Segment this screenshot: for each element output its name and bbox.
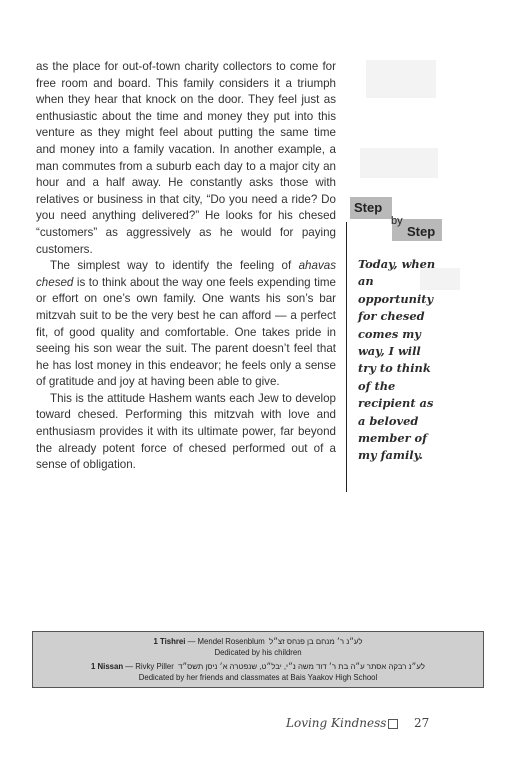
dedication-date: 1 Tishrei: [153, 637, 186, 646]
dedication-by: Dedicated by her friends and classmates at Bais Yaakov High School: [138, 673, 378, 682]
dedication-hebrew: לע״נ ר׳ מנחם בן פנחס זצ״ל: [269, 637, 363, 646]
bleed-through-shape: [366, 60, 436, 98]
main-body-text: [36, 59, 336, 474]
logo-word-step: Step: [354, 200, 383, 215]
footer-square-icon: [388, 719, 398, 729]
dedication-name: — Mendel Rosenblum: [185, 637, 265, 646]
dedication-name: — Rivky Piller: [123, 662, 174, 671]
body-paragraph: This is the attitude Hashem wants each Jew to develop toward chesed. Performing this mitzvah with love and enthusiasm provides it with its ultimate power, far beyond the already potent force of chesed performed out of a sense of obligation.: [36, 391, 336, 472]
para-text: The simplest way to identify the feeling of: [50, 259, 299, 273]
sidebar-note: Today, when an opportunity for chesed comes my way, I will try to think of the recipient as a beloved member of my family.: [358, 257, 436, 463]
dedication-box: [32, 631, 484, 688]
para-text: is to think about the way one feels expending time or effort on one’s own family. One wants his son’s bar mitzvah suit to be the very best he can afford — a perfect fit, of good quality and comfortable. One takes pride in seeing his son wear the suit. The parent doesn’t feel that he has lost money in this endeavor; he feels only a sense of gratitude and joy at having been able to give.: [36, 275, 336, 389]
sidebar-rule: [346, 222, 347, 492]
dedication-entry: [33, 637, 483, 646]
running-footer-title: Loving Kindness: [286, 716, 387, 730]
bleed-through-shape: [360, 148, 438, 178]
dedication-by: Dedicated by his children: [214, 648, 302, 657]
page-number: 27: [414, 716, 430, 730]
dedication-hebrew: לע״נ רבקה אסתר ע״ה בת ר׳ דוד משה נ״י, יבל״ט, שנפטרה א׳ ניסן תשס״ד: [178, 662, 425, 671]
dedication-date: 1 Nissan: [91, 662, 124, 671]
body-paragraph: [36, 258, 336, 391]
italic-term: ahavas chesed: [36, 259, 336, 289]
logo-word-by: by: [391, 215, 403, 227]
logo-word-step: Step: [407, 224, 436, 239]
dedication-entry: [33, 662, 483, 671]
step-by-step-logo: [350, 197, 442, 249]
body-paragraph: as the place for out-of-town charity collectors to come for free room and board. This family considers it a triumph when they hear that knock on the door. They feel just as enthusiastic about the time and money they put into this venture as they might feel about putting the same time and money into a family vacation. In another example, a man commutes from a suburb each day to a major city an hour and a half away. He constantly asks those with relatives or business in that city, “Do you need a ride? Do you need anything delivered?” He looks for his chesed “customers” as aggressively as he would for paying customers.: [36, 60, 336, 256]
